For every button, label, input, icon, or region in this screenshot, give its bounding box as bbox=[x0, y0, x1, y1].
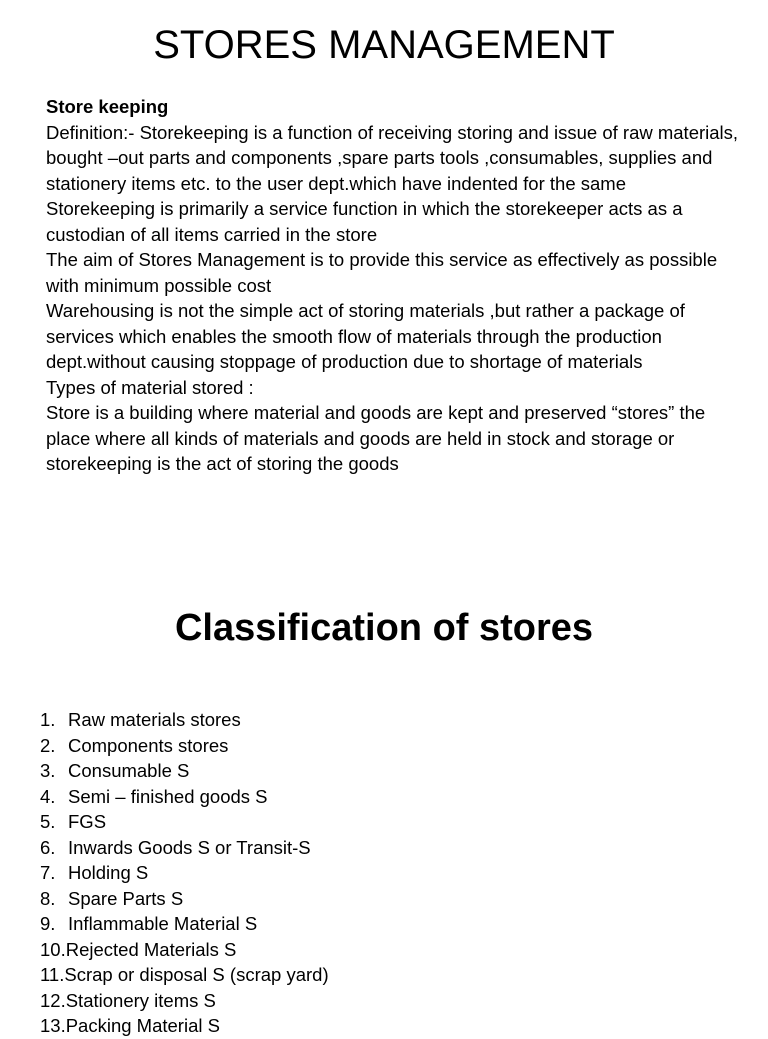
list-item bbox=[40, 733, 740, 759]
warehousing-paragraph: Warehousing is not the simple act of storing materials ,but rather a package of services which enables the smooth flow of materials through the production dept.without causing stoppage of production due to shortage of materials bbox=[46, 300, 685, 372]
intro-section bbox=[46, 94, 746, 477]
list-item-text: Consumable S bbox=[68, 760, 190, 781]
list-item bbox=[40, 1013, 740, 1039]
list-item-text: Inwards Goods S or Transit-S bbox=[68, 836, 311, 858]
list-item bbox=[40, 937, 740, 963]
list-item bbox=[40, 707, 740, 733]
store-keeping-heading: Store keeping bbox=[46, 96, 169, 117]
list-item-number: 12. bbox=[40, 989, 66, 1011]
list-item-text: Inflammable Material S bbox=[68, 913, 258, 934]
list-item-number: 5. bbox=[40, 811, 56, 832]
list-item bbox=[40, 988, 740, 1014]
aim-paragraph: The aim of Stores Management is to provide this service as effectively as possible with minimum possible cost bbox=[46, 249, 718, 296]
definition-paragraph: Definition:- Storekeeping is a function of receiving storing and issue of raw materials, bought –out parts and components ,spare parts tools ,consumables, supplies and stationery items etc. to the user dept.which have indented for the same bbox=[46, 121, 739, 194]
list-item bbox=[40, 860, 740, 886]
list-item-text: Packing Material S bbox=[65, 1015, 220, 1036]
list-item-text: Spare Parts S bbox=[68, 887, 184, 909]
list-item-number: 6. bbox=[40, 836, 56, 858]
classification-heading: Classification of stores bbox=[174, 607, 594, 649]
list-item-text: Stationery items S bbox=[65, 989, 216, 1011]
list-item bbox=[40, 962, 740, 988]
list-item-number: 7. bbox=[40, 862, 56, 883]
list-item-number: 8. bbox=[40, 887, 56, 909]
list-item-number: 3. bbox=[40, 760, 56, 781]
list-item-text: Scrap or disposal S (scrap yard) bbox=[64, 964, 329, 985]
list-item-number: 4. bbox=[40, 785, 56, 807]
list-item-text: FGS bbox=[68, 811, 107, 832]
list-item-number: 11. bbox=[40, 964, 65, 985]
list-item-number: 13. bbox=[40, 1015, 66, 1036]
service-function-paragraph: Storekeeping is primarily a service function in which the storekeeper acts as a custodian of all items carried in the store bbox=[46, 198, 683, 245]
list-item-text: Raw materials stores bbox=[68, 709, 241, 730]
list-item-number: 2. bbox=[40, 734, 56, 756]
list-item bbox=[40, 886, 740, 912]
list-item-text: Components stores bbox=[68, 734, 229, 756]
classification-list bbox=[40, 707, 740, 1039]
list-item bbox=[40, 835, 740, 861]
list-item-number: 10. bbox=[40, 938, 66, 960]
list-item-text: Semi – finished goods S bbox=[68, 785, 268, 807]
list-item-text: Holding S bbox=[68, 862, 149, 883]
types-paragraph: Types of material stored : bbox=[46, 376, 254, 398]
page-title: STORES MANAGEMENT bbox=[153, 23, 615, 67]
list-item-text: Rejected Materials S bbox=[65, 938, 237, 960]
list-item bbox=[40, 784, 740, 810]
list-item-number: 9. bbox=[40, 913, 56, 934]
list-item bbox=[40, 809, 740, 835]
list-item bbox=[40, 911, 740, 937]
list-item bbox=[40, 758, 740, 784]
list-item-number: 1. bbox=[40, 709, 56, 730]
store-definition-paragraph: Store is a building where material and goods are kept and preserved “stores” the place where all kinds of materials and goods are held in stock and storage or storekeeping is the act of storing the goods bbox=[46, 402, 706, 474]
